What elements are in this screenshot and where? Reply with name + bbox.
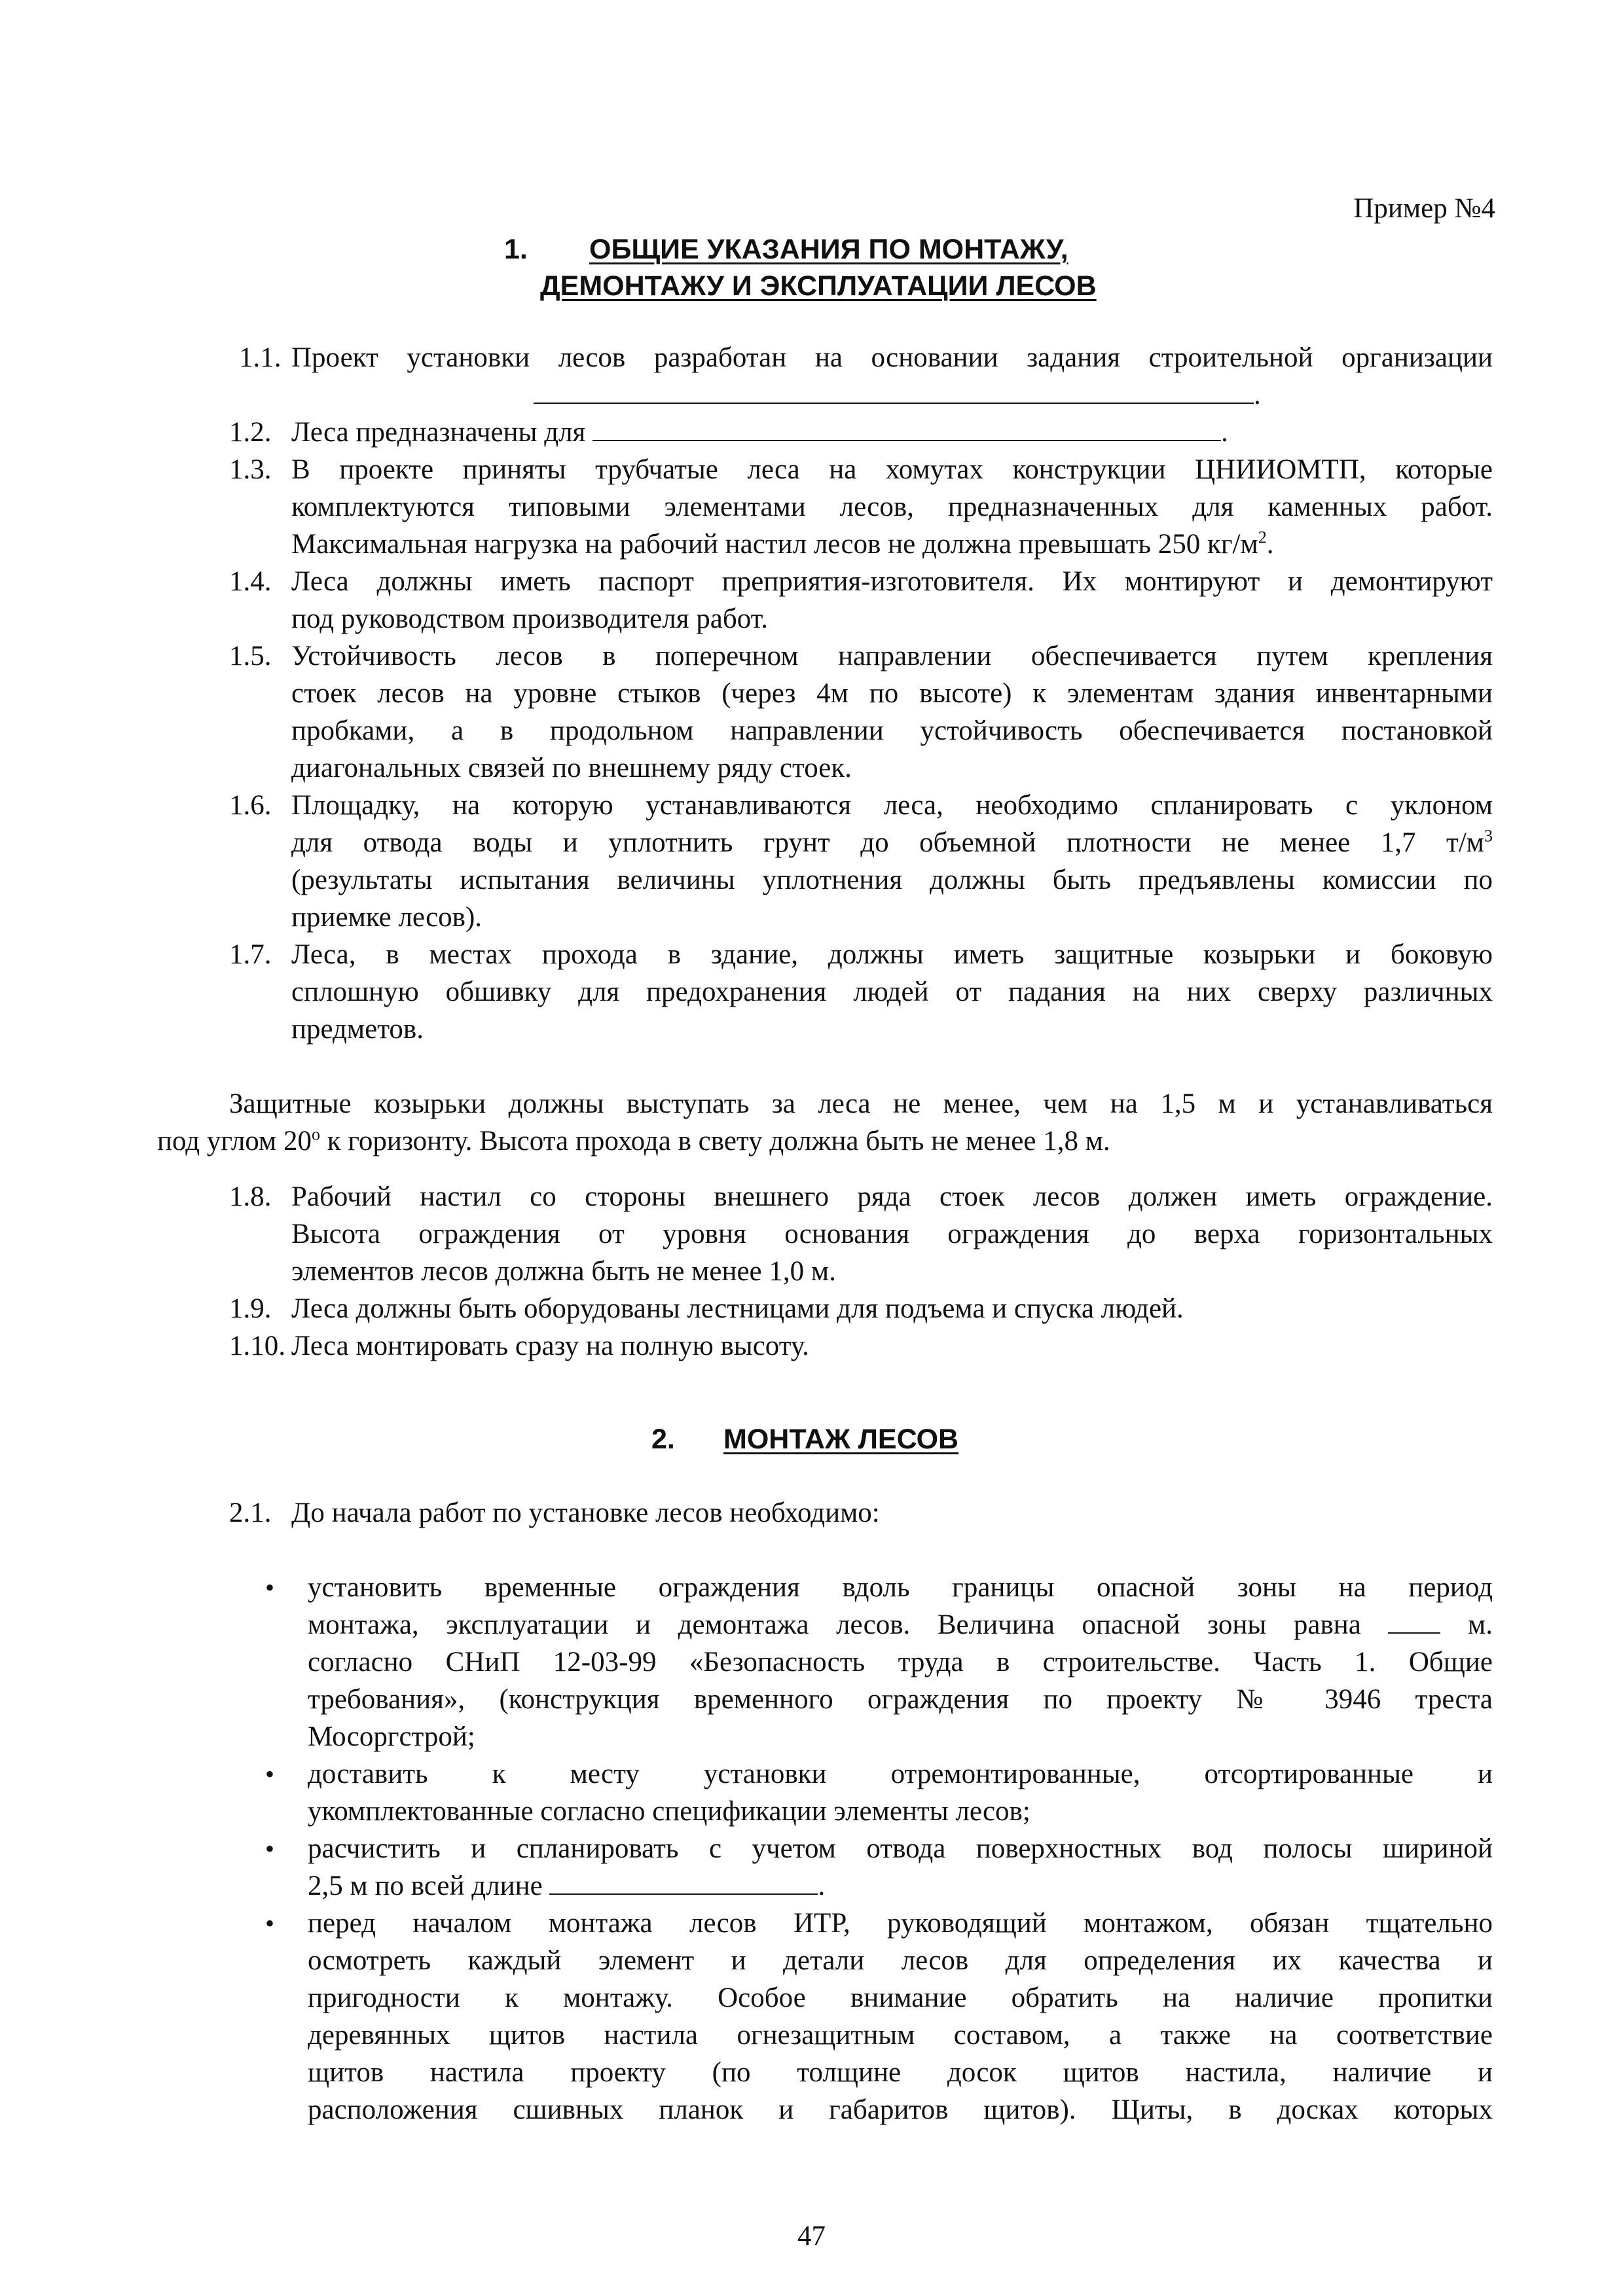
bullet-item-inspect-elements (265, 1905, 1493, 2128)
bullet-text-line: расположения сшивных планок и габаритов щитов). Щиты, в досках которых (308, 2094, 1493, 2125)
bullet-text-line: перед началом монтажа лесов ИТР, руководящий монтажом, обязан тщательно (308, 1908, 1493, 1939)
item-1-10 (229, 1327, 1493, 1365)
bullet-text-line: расчистить и спланировать с учетом отвода поверхностных вод полосы шириной (308, 1833, 1493, 1864)
item-text-fragment: . (1266, 529, 1274, 560)
item-text-line: В проекте приняты трубчатые леса на хомутах конструкции ЦНИИОМТП, которые (291, 454, 1493, 485)
item-1-9 (229, 1290, 1493, 1327)
item-text-line: Рабочий настил со стороны внешнего ряда стоек лесов должен иметь ограждение. (291, 1181, 1493, 1212)
item-number: 1.1. (239, 342, 282, 373)
item-text-line: пробками, а в продольном направлении устойчивость обеспечивается постановкой (291, 715, 1493, 746)
item-text-line: Высота ограждения от уровня основания ограждения до верха горизонтальных (291, 1219, 1493, 1249)
item-text-line: под руководством производителя работ. (291, 603, 768, 634)
section-title: МОНТАЖ ЛЕСОВ (723, 1424, 959, 1455)
fill-in-blank (534, 376, 1254, 404)
item-text-line: стоек лесов на уровне стыков (через 4м по высоте) к элементам здания инвентарными (291, 678, 1493, 709)
fill-in-blank (549, 1867, 818, 1895)
period-mark: . (1221, 417, 1228, 448)
bullet-text-line: щитов настила проекту (по толщине досок щитов настила, наличие и (308, 2057, 1493, 2088)
item-number: 1.3. (229, 454, 272, 485)
paragraph-line: Защитные козырьки должны выступать за леса не менее, чем на 1,5 м и устанавливаться (229, 1088, 1493, 1119)
fill-in-blank (593, 414, 1221, 441)
item-text-line (291, 824, 1493, 861)
paragraph-fragment: к горизонту. Высота прохода в свету должна быть не менее 1,8 м. (319, 1126, 1110, 1157)
item-1-1 (239, 339, 1493, 414)
item-1-4 (229, 563, 1493, 637)
item-number: 1.10. (229, 1331, 285, 1361)
superscript: 3 (1484, 826, 1493, 846)
item-text-line: приемке лесов). (291, 902, 483, 933)
item-1-2 (229, 414, 1493, 451)
item-text-line (291, 526, 1493, 563)
bullet-text-line: деревянных щитов настила огнезащитным составом, а также на соответствие (308, 2020, 1493, 2051)
item-1-3 (229, 451, 1493, 563)
item-text-line: Леса, в местах прохода в здание, должны иметь защитные козырьки и боковую (291, 939, 1493, 970)
item-1-5 (229, 637, 1493, 787)
item-text: Леса предназначены для (291, 417, 586, 448)
section-title-line-1: ОБЩИЕ УКАЗАНИЯ ПО МОНТАЖУ, (589, 234, 1068, 265)
degree-superscript: о (311, 1124, 320, 1144)
section-2-heading (651, 1420, 958, 1458)
page-number: 47 (797, 2221, 826, 2251)
bullet-text-fragment: 2,5 м по всей длине (308, 1871, 543, 1901)
bullet-text-line: Мосоргстрой; (308, 1721, 475, 1752)
bullet-text-line: осмотреть каждый элемент и детали лесов для определения их качества и (308, 1945, 1493, 1976)
item-text-line: диагональных связей по внешнему ряду стоек. (291, 753, 852, 783)
bullet-item-clear-and-level (265, 1830, 1493, 1905)
item-text-line: Проект установки лесов разработан на основании задания строительной организации (291, 342, 1493, 373)
bullet-text-line: требования», (конструкция временного ограждения по проекту № 3946 треста (308, 1684, 1493, 1715)
bullet-item-temporary-fencing (265, 1569, 1493, 1755)
bullet-text-line: укомплектованные согласно спецификации элементы лесов; (308, 1796, 1030, 1827)
fill-in-blank (1388, 1606, 1440, 1634)
section-number: 1. (504, 234, 528, 265)
item-text-line: (результаты испытания величины уплотнения должны быть предъявлены комиссии по (291, 865, 1493, 895)
bullet-glyph: • (265, 1909, 275, 1938)
paragraph-line (157, 1122, 1493, 1160)
item-1-8 (229, 1178, 1493, 1290)
bullet-glyph: • (265, 1834, 275, 1863)
item-number: 2.1. (229, 1498, 272, 1528)
item-text-line: Леса должны иметь паспорт преприятия-изготовителя. Их монтируют и демонтируют (291, 566, 1493, 597)
bullet-text-line (308, 1867, 1493, 1905)
preparation-bullet-list (265, 1569, 1493, 2128)
section-number: 2. (651, 1424, 675, 1455)
item-text-line: Устойчивость лесов в поперечном направлении обеспечивается путем крепления (291, 641, 1493, 672)
bullet-item-deliver-elements (265, 1755, 1493, 1830)
item-text-line: сплошную обшивку для предохранения людей от падания на них сверху различных (291, 977, 1493, 1007)
item-text-line: Площадку, на которую устанавливаются леса, необходимо спланировать с уклоном (291, 790, 1493, 821)
item-text-line: комплектуются типовыми элементами лесов, предназначенных для каменных работ. (291, 492, 1493, 522)
section-title-line-2: ДЕМОНТАЖУ И ЭКСПЛУАТАЦИИ ЛЕСОВ (540, 270, 1097, 302)
item-number: 1.6. (229, 790, 272, 821)
superscript: 2 (1258, 528, 1267, 547)
item-2-1 (229, 1494, 1493, 1532)
blank-line (534, 376, 1493, 414)
bullet-text-line: установить временные ограждения вдоль границы опасной зоны на период (308, 1572, 1493, 1603)
example-label: Пример №4 (1353, 193, 1495, 224)
bullet-text-fragment: м. (1468, 1609, 1493, 1640)
paragraph-fragment: под углом 20 (157, 1126, 312, 1157)
bullet-text-line: пригодности к монтажу. Особое внимание обратить на наличие пропитки (308, 1982, 1493, 2013)
section-1-heading-continued (540, 267, 1097, 305)
item-number: 1.9. (229, 1293, 272, 1324)
item-text-line: предметов. (291, 1014, 424, 1045)
item-text-fragment: Максимальная нагрузка на рабочий настил лесов не должна превышать 250 кг/м (291, 529, 1258, 560)
item-number: 1.8. (229, 1181, 272, 1212)
bullet-glyph: • (265, 1573, 275, 1602)
item-text: До начала работ по установке лесов необходимо: (291, 1498, 880, 1528)
item-text: Леса монтировать сразу на полную высоту. (291, 1331, 809, 1361)
bullet-text-fragment: монтажа, эксплуатации и демонтажа лесов. Величина опасной зоны равна (308, 1609, 1361, 1640)
item-text: Леса должны быть оборудованы лестницами для подъема и спуска людей. (291, 1293, 1184, 1324)
bullet-text-line (308, 1606, 1493, 1643)
item-number: 1.2. (229, 417, 272, 448)
item-1-7 (229, 936, 1493, 1048)
bullet-glyph: • (265, 1759, 275, 1789)
item-text-fragment: для отвода воды и уплотнить грунт до объемной плотности не менее 1,7 т/м (291, 827, 1484, 858)
item-1-6 (229, 787, 1493, 936)
item-number: 1.4. (229, 566, 272, 597)
bullet-text-line: доставить к месту установки отремонтированные, отсортированные и (308, 1759, 1493, 1789)
section-1-heading (504, 230, 1068, 268)
period-mark: . (818, 1871, 826, 1901)
item-text-line: элементов лесов должна быть не менее 1,0 м. (291, 1256, 836, 1287)
protective-canopy-paragraph (157, 1085, 1493, 1160)
item-number: 1.5. (229, 641, 272, 672)
item-number: 1.7. (229, 939, 272, 970)
period-mark: . (1254, 380, 1261, 410)
bullet-text-line: согласно СНиП 12-03-99 «Безопасность труда в строительстве. Часть 1. Общие (308, 1647, 1493, 1677)
